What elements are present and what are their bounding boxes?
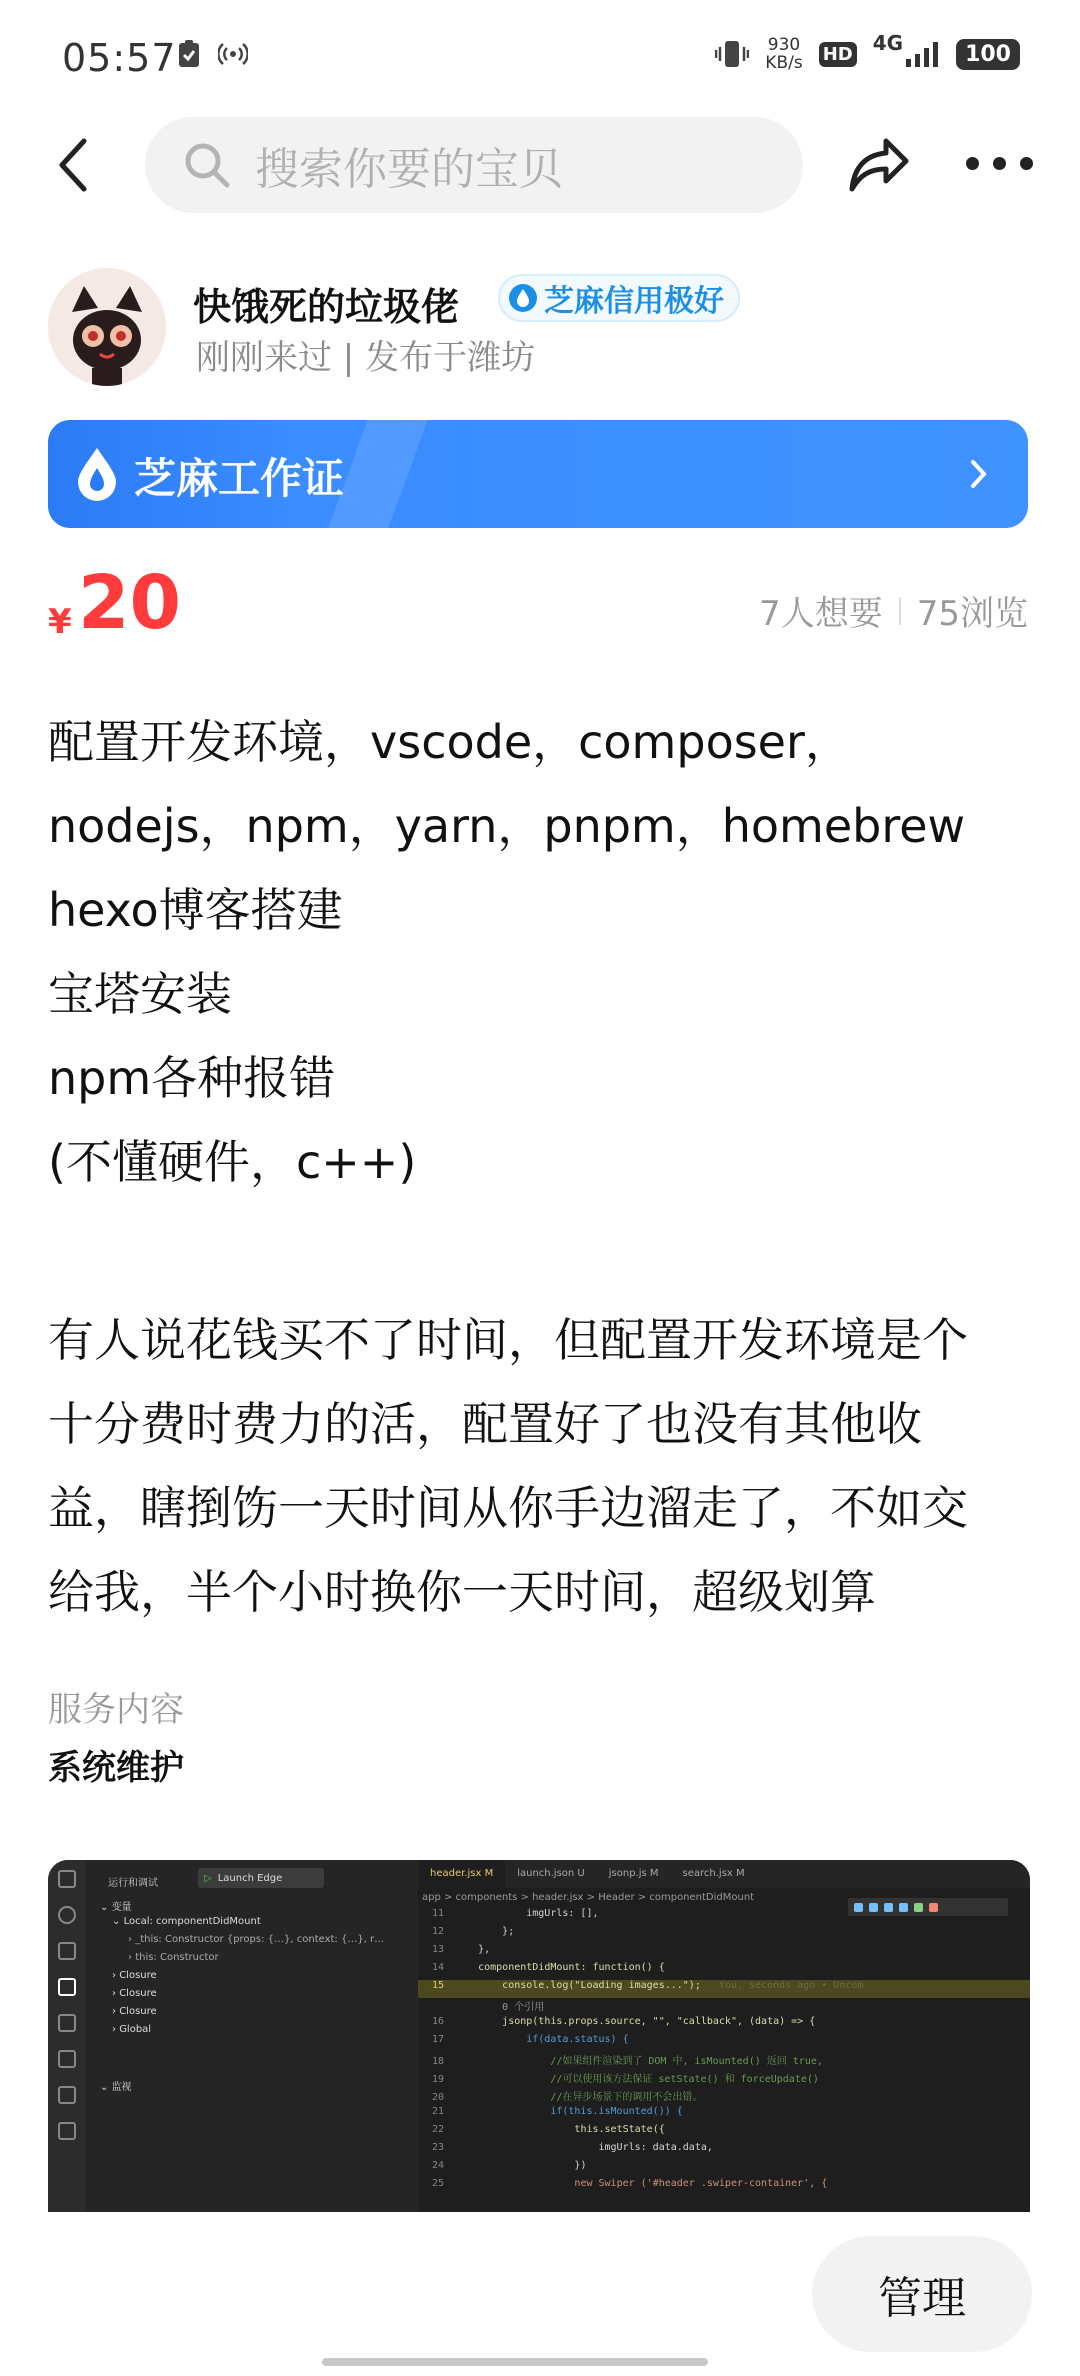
seller-name[interactable]: 快饿死的垃圾佬 — [193, 285, 460, 329]
back-button[interactable] — [48, 135, 98, 195]
seller-info[interactable] — [48, 268, 1038, 388]
net-speed-value: 930 — [767, 35, 801, 55]
editor-tab: header.jsx M — [418, 1860, 505, 1888]
home-indicator[interactable] — [322, 2358, 708, 2366]
code-line: 24 }) — [431, 2160, 587, 2171]
closure-row: › Closure — [112, 1988, 157, 1999]
test-icon — [58, 2086, 76, 2104]
views-count: 75浏览 — [916, 594, 1028, 634]
description-line: hexo博客搭建 — [48, 883, 343, 937]
status-bar — [0, 0, 1080, 110]
code-line: 17 if(data.status) { — [431, 2034, 629, 2045]
code-line: 13 }, — [431, 1944, 491, 1955]
chevron-right-icon — [968, 456, 990, 492]
vscode-editor — [418, 1860, 1030, 2212]
dot — [966, 157, 979, 170]
editor-tab: search.jsx M — [682, 1868, 745, 1879]
dot — [993, 157, 1006, 170]
description-line: nodejs，npm，yarn，pnpm，homebrew — [48, 799, 966, 853]
description-line: 益，瞎捯饬一天时间从你手边溜走了，不如交 — [48, 1481, 968, 1535]
status-icons-right — [715, 31, 1020, 73]
code-line: 19 //可以使用该方法保证 setState() 和 forceUpdate() — [431, 2074, 819, 2085]
item-photo-vscode[interactable] — [48, 1860, 1030, 2212]
battery-icon: 100 — [956, 39, 1020, 70]
price-row — [48, 560, 1028, 650]
vscode-activity-bar — [48, 1860, 86, 2212]
seller-meta: 刚刚来过 | 发布于潍坊 — [196, 338, 536, 378]
closure-label: Closure — [119, 1988, 157, 1999]
vscode-debug-sidebar — [86, 1860, 418, 2212]
status-time: 05:57 — [62, 36, 177, 80]
launch-config — [198, 1868, 324, 1888]
global-label: Global — [119, 2024, 152, 2035]
dot — [1020, 157, 1033, 170]
net-speed — [765, 36, 802, 72]
description-line: npm各种报错 — [48, 1051, 336, 1105]
search-icon — [183, 141, 231, 189]
variables-label: 变量 — [111, 1902, 132, 1913]
closure-label: Closure — [119, 2006, 157, 2017]
hd-badge: HD — [819, 42, 857, 67]
credit-badge[interactable] — [498, 274, 740, 322]
code-ref-hint: 0 个引用 — [502, 2002, 545, 2013]
signal-bars-icon — [906, 41, 940, 67]
hotspot-icon — [218, 41, 248, 67]
status-icons-left — [178, 40, 248, 68]
vibrate-icon — [715, 39, 749, 69]
variable-row: › _this: Constructor {props: {…}, context: {…}, r… — [128, 1934, 385, 1945]
local-scope: ⌄ Local: componentDidMount — [112, 1916, 261, 1927]
editor-tab: launch.json U — [517, 1868, 585, 1879]
closure-row: › Closure — [112, 1970, 157, 1981]
description-line: 宝塔安装 — [48, 967, 232, 1021]
top-nav — [0, 115, 1080, 215]
debug-sidebar-title: 运行和调试 — [108, 1878, 158, 1889]
watch-header: ⌄ 监视 — [100, 2082, 132, 2093]
global-row: › Global — [112, 2024, 152, 2035]
launch-config-label: Launch Edge — [217, 1872, 283, 1884]
explorer-icon — [58, 1870, 76, 1888]
stats-divider — [899, 597, 901, 625]
code-line: 14 componentDidMount: function() { — [431, 1962, 665, 1973]
manage-button[interactable]: 管理 — [812, 2236, 1032, 2352]
local-scope-label: Local: componentDidMount — [123, 1916, 261, 1927]
search-placeholder: 搜索你要的宝贝 — [255, 144, 563, 195]
more-options-icon[interactable] — [966, 157, 1036, 173]
variables-header: ⌄ 变量 — [100, 1902, 132, 1913]
signal-indicator — [872, 31, 940, 67]
share-icon[interactable] — [846, 135, 912, 195]
description-line: (不懂硬件，c++) — [48, 1135, 417, 1189]
docker-icon — [58, 2122, 76, 2140]
work-banner-title: 芝麻工作证 — [134, 454, 345, 503]
code-line: 23 imgUrls: data.data, — [431, 2142, 713, 2153]
sesame-logo-icon — [72, 446, 122, 502]
editor-breadcrumb: app > components > header.jsx > Header > componentDidMount — [422, 1892, 755, 1903]
paragraph-gap — [48, 1204, 1038, 1298]
wants-count: 7人想要 — [759, 594, 883, 634]
work-certificate-banner[interactable] — [48, 420, 1028, 528]
item-stats — [759, 586, 1028, 635]
net-speed-unit: KB/s — [765, 53, 803, 73]
credit-text: 芝麻信用极好 — [544, 284, 724, 319]
editor-tab: jsonp.js M — [608, 1868, 659, 1879]
sesame-drop-icon — [508, 283, 538, 313]
search-input[interactable] — [145, 117, 803, 213]
service-label: 服务内容 — [48, 1690, 184, 1730]
debug-icon — [58, 1978, 76, 1996]
variable-label: this: Constructor — [135, 1952, 219, 1963]
source-control-icon — [58, 1942, 76, 1960]
code-line: 21 if(this.isMounted()) { — [431, 2106, 683, 2117]
remote-icon — [58, 2050, 76, 2068]
editor-tabs — [418, 1860, 1030, 1888]
network-type: 4G — [872, 31, 904, 55]
description-line: 有人说花钱买不了时间，但配置开发环境是个 — [48, 1313, 968, 1367]
description-line: 给我，半个小时换你一天时间，超级划算 — [48, 1565, 876, 1619]
avatar[interactable] — [48, 268, 166, 386]
code-line: 22 this.setState({ — [431, 2124, 665, 2135]
code-line: 11 imgUrls: [], — [431, 1908, 599, 1919]
variable-label: _this: Constructor {props: {…}, context: {…}, r… — [135, 1934, 385, 1945]
code-line: 16 jsonp(this.props.source, "", "callback", (data) => { — [431, 2016, 816, 2027]
code-line: 25 new Swiper ('#header .swiper-container', { — [431, 2178, 828, 2189]
extensions-icon — [58, 2014, 76, 2032]
watch-label: 监视 — [111, 2082, 132, 2093]
search-icon — [58, 1906, 76, 1924]
clipboard-check-icon — [178, 40, 200, 68]
cartoon-cat-avatar-icon — [48, 268, 166, 386]
description-line: 配置开发环境，vscode，composer， — [48, 715, 851, 769]
description-line: 十分费时费力的活，配置好了也没有其他收 — [48, 1397, 922, 1451]
item-description — [48, 700, 1038, 1634]
service-value: 系统维护 — [48, 1748, 184, 1788]
currency-symbol: ¥ — [48, 602, 72, 642]
closure-label: Closure — [119, 1970, 157, 1981]
code-line-current: 15 console.log("Loading images..."); You, seconds ago • Uncom — [418, 1980, 1030, 1998]
closure-row: › Closure — [112, 2006, 157, 2017]
code-line: 20 //在异步场景下的调用不会出错。 — [431, 2092, 703, 2103]
code-line: 18 //如果组件渲染到了 DOM 中, isMounted() 返回 true, — [431, 2056, 823, 2067]
price-value: 20 — [78, 560, 181, 646]
play-icon: ▷ — [204, 1872, 212, 1884]
code-line: 12 }; — [431, 1926, 515, 1937]
variable-row: › this: Constructor — [128, 1952, 219, 1963]
